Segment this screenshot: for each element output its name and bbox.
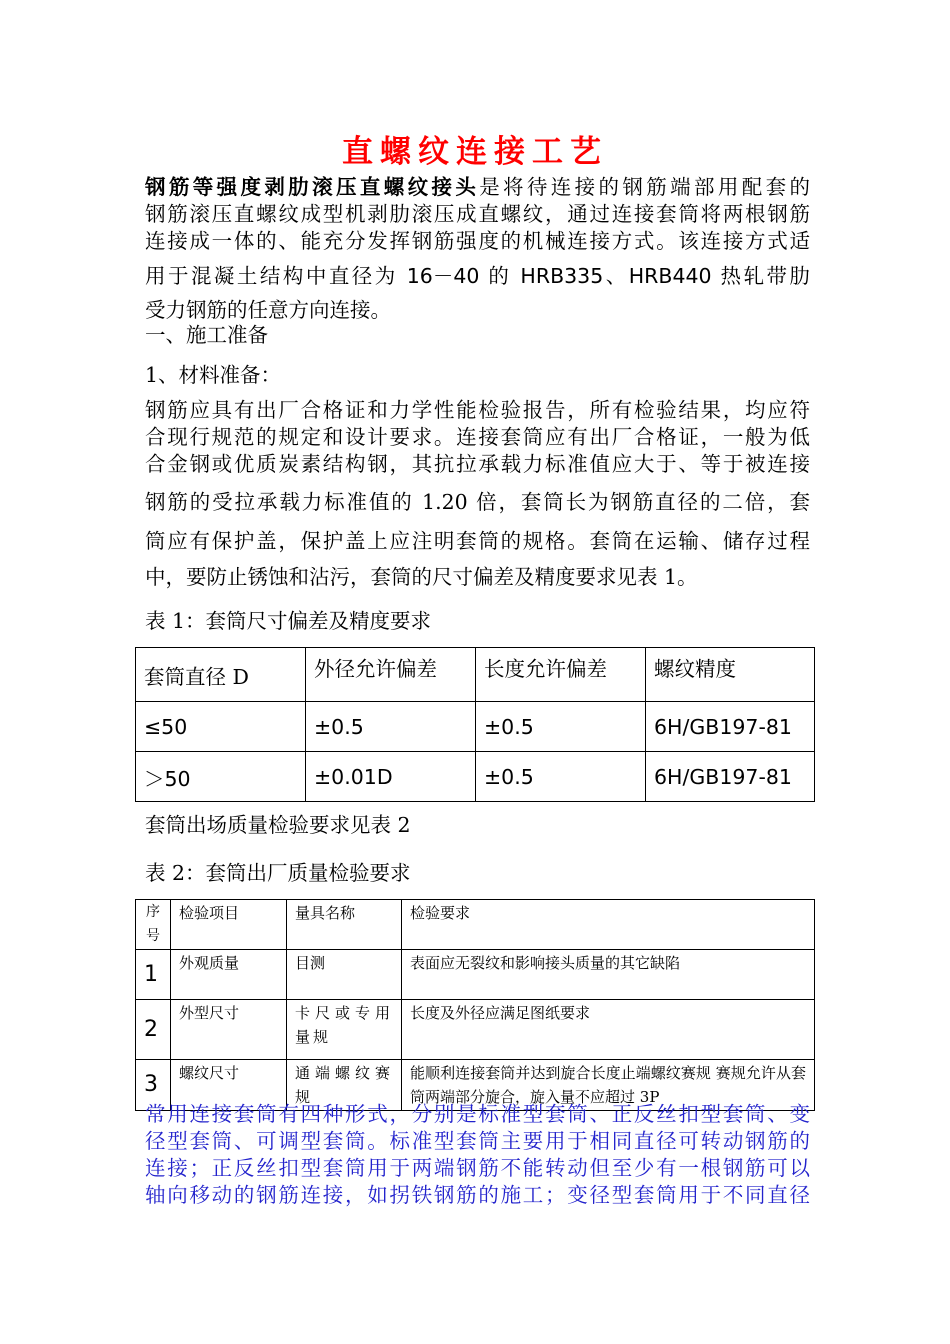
table-row: ＞50 ±0.01D ±0.5 6H/GB197-81 [136, 752, 815, 802]
table-row: 3 螺纹尺寸 通端螺纹赛规 能顺利连接套筒并达到旋合长度止端螺纹赛规 赛规允许从套筒两端部分旋合，旋入量不应超过 3P [136, 1060, 815, 1111]
table-header-row: 套筒直径 D 外径允许偏差 长度允许偏差 螺纹精度 [136, 648, 815, 702]
table-header-row: 序号 检验项目 量具名称 检验要求 [136, 900, 815, 950]
table-row: 1 外观质量 目测 表面应无裂纹和影响接头质量的其它缺陷 [136, 950, 815, 1000]
table1-caption: 表 1：套筒尺寸偏差及精度要求 [145, 609, 432, 633]
intro-bold-term: 钢筋等强度剥肋滚压直螺纹接头 [145, 175, 480, 199]
page-title: 直螺纹连接工艺 [342, 134, 608, 170]
sleeve-types-paragraph: 常用连接套筒有四种形式，分别是标准型套筒、正反丝扣型套筒、变 径型套筒、可调型套筒。标准型套筒主要用于相同直径可转动钢筋的 连接；正反丝扣型套筒用于两端钢筋不能转动但至少有一根钢筋可以 轴向移动的钢筋连接，如拐铁钢筋的施工；变径型套筒用于不同直径 [145, 1102, 810, 1207]
table-sleeve-tolerance [135, 647, 815, 802]
section-heading: 一、施工准备 [145, 323, 268, 347]
table2-reference: 套筒出场质量检验要求见表 2 [145, 813, 411, 837]
materials-paragraph: 钢筋应具有出厂合格证和力学性能检验报告，所有检验结果，均应符 合现行规范的规定和设计要求。连接套筒应有出厂合格证，一般为低 合金钢或优质炭素结构钢，其抗拉承载力标准值应大于、等于被连接 钢筋的受拉承载力标准值的 1.20 倍，套筒长为钢筋直径的二倍，套 筒应有保护盖，保护盖上应注明套筒的规格。套筒在运输、储存过程 中，要防止锈蚀和沾污，套筒的尺寸偏差及精度要求见表 1。 [145, 398, 810, 589]
subsection-heading: 1、材料准备： [145, 363, 282, 387]
intro-paragraph: 钢筋等强度剥肋滚压直螺纹接头是将待连接的钢筋端部用配套的 钢筋滚压直螺纹成型机剥肋滚压成直螺纹，通过连接套筒将两根钢筋 连接成一体的、能充分发挥钢筋强度的机械连接方式。该连接方式适 用于混凝土结构中直径为 16－40 的 HRB335、HRB440 热轧带肋 受力钢筋的任意方向连接。 [145, 175, 811, 322]
table-quality-inspection [135, 899, 815, 1111]
table-row: ≤50 ±0.5 ±0.5 6H/GB197-81 [136, 702, 815, 752]
table-row: 2 外型尺寸 卡尺或专用量规 长度及外径应满足图纸要求 [136, 1000, 815, 1060]
table2-caption: 表 2：套筒出厂质量检验要求 [145, 861, 411, 885]
